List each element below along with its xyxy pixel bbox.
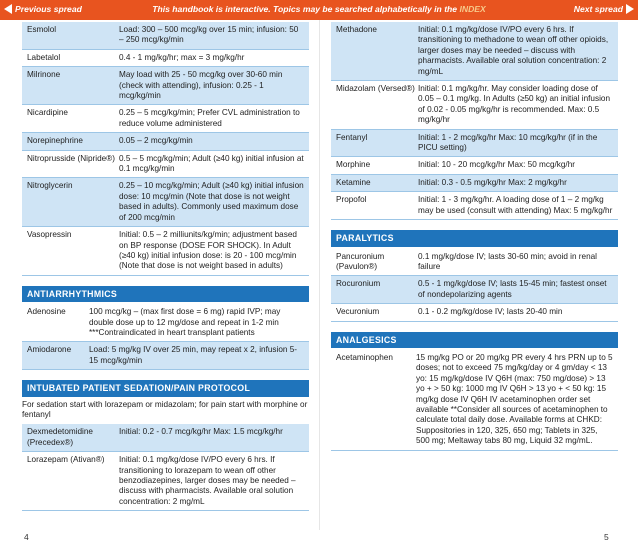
drug-dose: 0.5 - 1 mg/kg/dose IV; lasts 15-45 min; fastest onset of nondepolarizing agents [418,279,607,299]
sedation-protocol-heading: INTUBATED PATIENT SEDATION/PAIN PROTOCOL [22,380,309,396]
drug-dose: Load: 300 – 500 mcg/kg over 15 min; infusion: 50 – 250 mcg/kg/min [119,25,299,45]
drug-dose: 0.1 - 0.2 mg/kg/dose IV; lasts 20-40 min [418,307,563,317]
drug-dose: 0.25 – 5 mcg/kg/min; Prefer CVL administration to reduce volume administered [119,108,300,128]
drug-name: Dexmedetomidine (Precedex®) [27,427,93,447]
drug-name: Labetalol [27,52,61,62]
drug-row [22,342,309,370]
drug-row [22,105,309,133]
drug-dose: 100 mcg/kg – (max first dose = 6 mg) rapid IVP; may double dose up to 12 mg/dose and repeat in 1-2 min ***Contraindicated in heart transplant patients [89,307,281,337]
index-link[interactable]: INDEX [459,4,486,14]
top-navigation-bar [0,0,638,20]
drug-row [22,424,309,452]
drug-row [331,175,618,192]
left-page-number: 4 [24,532,29,542]
drug-name: Morphine [336,160,371,170]
drug-dose: Initial: 10 - 20 mcg/kg/hr Max: 50 mcg/kg/hr [418,160,575,170]
paralytics-table [331,249,618,322]
drug-name: Lorazepam (Ativan®) [27,455,105,465]
drug-row [22,67,309,105]
drug-row [22,151,309,179]
drug-name: Midazolam (Versed®) [336,84,415,94]
paralytics-heading: PARALYTICS [331,230,618,246]
drug-dose: 0.1 mg/kg/dose IV; lasts 30-60 min; avoid in renal failure [418,251,598,271]
next-spread-label: Next spread [573,4,623,14]
interactive-notice [138,4,500,14]
drug-name: Esmolol [27,25,57,34]
left-page [22,22,309,511]
drug-dose: Initial: 0.2 - 0.7 mcg/kg/hr Max: 1.5 mcg/kg/hr [119,427,283,437]
drug-name: Methadone [336,25,377,34]
drug-name: Fentanyl [336,132,368,142]
drug-name: Pancuronium (Pavulon®) [336,251,385,271]
drug-name: Acetaminophen [336,352,393,362]
drug-row [22,178,309,227]
drug-dose: Initial: 0.1 mg/kg/dose IV/PO every 6 hrs. If transitioning to methadone to wean off other opioids, larger doses may be needed – discuss with pharmacists. Available oral solution concentration: 2 mg/mL [418,25,609,76]
arrow-left-icon [4,4,12,14]
sedation-table [22,424,309,511]
previous-spread-link[interactable] [4,4,82,14]
analgesics-heading: ANALGESICS [331,332,618,348]
drug-name: Ketamine [336,177,371,187]
drug-row [331,130,618,158]
sedation-continued-table [331,22,618,220]
drug-row [331,81,618,130]
drug-dose: Initial: 0.1 mg/kg/hr. May consider loading dose of 0.05 – 0.1 mg/kg. In Adults (≥50 kg) an initial infusion of 0.02 - 0.05 mg/kg/hr is recommended. Max: 0.5 mg/kg/hr [418,84,611,125]
drug-name: Norepinephrine [27,136,83,146]
drug-dose: 15 mg/kg PO or 20 mg/kg PR every 4 hrs PRN up to 5 doses; not to exceed 75 mg/kg/day or 4 gm/day < 13 yo: 15 mg/kg/dose IV Q6H (max: 750 mg/dose) > 13 yo + > 50 kg: 1000 mg IV Q6H > 13 yo + < 50 kg: 15 mg/kg dose IV Q6H IV acetaminophen order set available **Consider all sources of acetaminophen to calculate total daily dose. Available forms at CHKD: Suppositories in 120, 325, 650 mg; Tablets in 325, 500 mg; Meltaway tabs 80 mg, Liquid 32 mg/mL. [416,352,613,446]
antiarrhythmics-heading: ANTIARRHYTHMICS [22,286,309,302]
drug-dose: 0.05 – 2 mcg/kg/min [119,136,193,146]
drug-row [331,276,618,304]
drug-dose: Initial: 0.5 – 2 milliunits/kg/min; adjustment based on BP response (DOSE FOR SHOCK). In Adult (≥40 kg) initial infusion dose: is 20 - 100 mcg/min (Note that dose is not weight based in adults) [119,230,297,271]
antiarrhythmics-table [22,304,309,370]
drug-dose: 0.5 – 5 mcg/kg/min; Adult (≥40 kg) initial infusion at 0.1 mcg/kg/min [119,153,304,174]
drug-name: Nicardipine [27,108,68,118]
drug-row [331,350,618,451]
drug-name: Vecuronium [336,307,380,317]
drug-name: Propofol [336,195,367,205]
drug-name: Rocuronium [336,279,381,289]
drug-row [22,133,309,150]
drug-name: Nitroprusside (Nipride®) [27,153,115,163]
drug-name: Amiodarone [27,345,72,355]
sedation-intro: For sedation start with lorazepam or midazolam; for pain start with morphine or fentanyl [22,399,308,419]
drug-row [331,192,618,220]
previous-spread-label: Previous spread [15,4,82,14]
drug-row [331,157,618,174]
drug-name: Nitroglycerin [27,181,73,191]
drug-name: Adenosine [27,307,66,317]
right-page [331,22,618,451]
analgesics-table [331,350,618,451]
drug-dose: Initial: 0.1 mg/kg/dose IV/PO every 6 hrs. If transitioning to lorazepam to wean off other benzodiazepines, larger doses may be needed – discuss with pharmacists. Available oral solution concentration: 2 mg/mL [119,455,296,506]
drug-dose: 0.25 – 10 mcg/kg/min; Adult (≥40 kg) initial infusion dose: 10 mcg/min (Note that dose is not weight based in adults). Commonly used maximum dose of 200 mcg/min [119,181,304,222]
arrow-right-icon [626,4,634,14]
drug-dose: Initial: 0.3 - 0.5 mg/kg/hr Max: 2 mg/kg/hr [418,177,567,187]
drug-row [22,452,309,511]
drug-name: Vasopressin [27,230,72,240]
drug-dose: Initial: 1 - 3 mg/kg/hr. A loading dose of 1 – 2 mg/kg may be used (consult with attending) Max: 5 mg/kg/hr [418,195,613,215]
drug-row [22,227,309,276]
drug-dose: 0.4 - 1 mg/kg/hr; max = 3 mg/kg/hr [119,52,245,62]
drug-dose: Load: 5 mg/kg IV over 25 min, may repeat x 2, infusion 5-15 mcg/kg/min [89,345,297,365]
next-spread-link[interactable] [574,4,634,14]
vasoactive-table [22,22,309,276]
drug-row [22,304,309,342]
drug-row [331,22,618,81]
page-gutter [319,20,320,530]
notice-text: This handbook is interactive. Topics may be searched alphabetically in the [152,4,458,14]
drug-row [22,50,309,67]
right-page-number: 5 [604,532,609,542]
drug-row [22,22,309,50]
drug-row [331,249,618,277]
drug-row [331,304,618,321]
drug-dose: May load with 25 - 50 mcg/kg over 30-60 min (check with attending), infusion: 0.25 - 1 mcg/kg/min [119,70,283,101]
drug-dose: Initial: 1 - 2 mcg/kg/hr Max: 10 mcg/kg/hr (if in the PICU setting) [418,132,598,153]
drug-name: Milrinone [27,70,61,80]
